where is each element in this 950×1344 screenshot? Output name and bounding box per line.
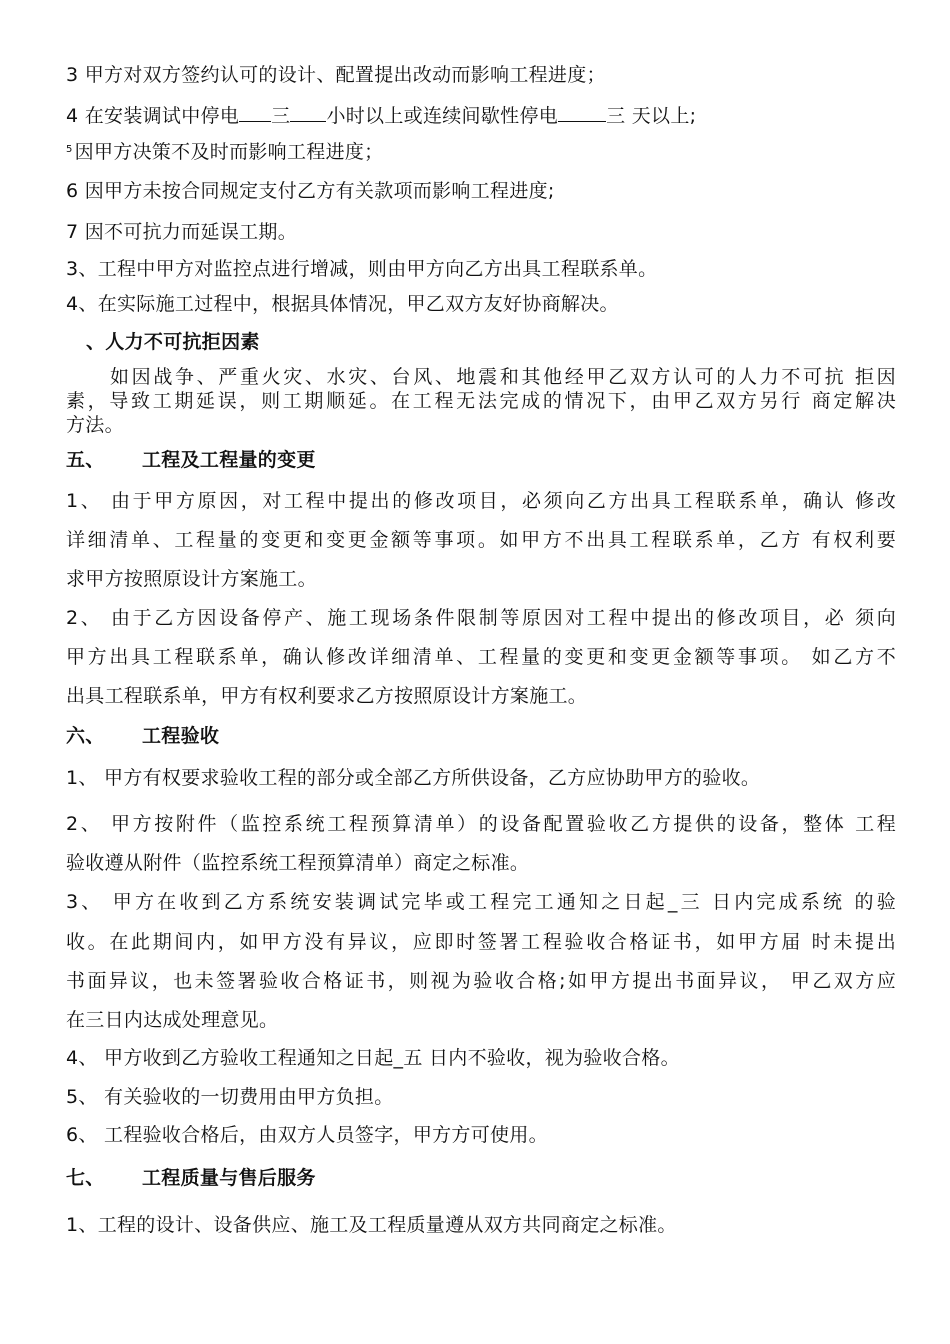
- section-6-item-2-line-1: 2、 甲方按附件（监控系统工程预算清单）的设备配置验收乙方提供的设备，整体 工程: [66, 813, 896, 835]
- clause-line-5: [66, 141, 383, 163]
- clause-line-4-text-c: 小时以上或连续间歇性停电: [326, 105, 559, 127]
- section-5-item-1-line-1: 1、 由于甲方原因，对工程中提出的修改项目，必须向乙方出具工程联系单，确认 修改: [66, 490, 896, 512]
- section-number: 六、: [66, 725, 105, 747]
- section-heading-5: [66, 449, 316, 471]
- section-number: 七、: [66, 1167, 105, 1189]
- section-heading-force-majeure: 、人力不可抗拒因素: [86, 331, 260, 353]
- section-6-item-2-line-2: 验收遵从附件（监控系统工程预算清单）商定之标准。: [66, 852, 530, 874]
- section-6-item-1: 1、 甲方有权要求验收工程的部分或全部乙方所供设备，乙方应协助甲方的验收。: [66, 767, 761, 789]
- section-6-item-3-line-3: 书面异议，也未签署验收合格证书，则视为验收合格;如甲方提出书面异议， 甲乙双方应: [66, 970, 896, 992]
- section-title: 工程及工程量的变更: [142, 449, 316, 471]
- section-6-item-5: 5、 有关验收的一切费用由甲方负担。: [66, 1086, 394, 1108]
- section-heading-6: [66, 725, 219, 747]
- clause-line-3: 3 甲方对双方签约认可的设计、配置提出改动而影响工程进度；: [66, 64, 606, 86]
- clause-line-5-text: 因甲方决策不及时而影响工程进度；: [74, 141, 384, 163]
- section-6-item-3-line-4: 在三日内达成处理意见。: [66, 1009, 279, 1031]
- item-3-monitor-points: 3、工程中甲方对监控点进行增减，则由甲方向乙方出具工程联系单。: [66, 258, 658, 280]
- underline-blank: [558, 103, 606, 122]
- section-heading-7: [66, 1167, 316, 1189]
- section-7-item-1: 1、工程的设计、设备供应、施工及工程质量遵从双方共同商定之标准。: [66, 1214, 677, 1236]
- underline-blank: [290, 103, 326, 122]
- clause-line-4-value-days: 三: [606, 105, 626, 127]
- clause-line-4-text-e: 天以上;: [625, 105, 697, 127]
- section-6-item-3-line-1: 3、 甲方在收到乙方系统安装调试完毕或工程完工通知之日起_三 日内完成系统 的验: [66, 891, 896, 913]
- force-majeure-para-line-3: 方法。: [66, 414, 124, 436]
- section-5-item-1-line-3: 求甲方按照原设计方案施工。: [66, 568, 317, 590]
- clause-line-4-value-hours: 三: [271, 105, 291, 127]
- force-majeure-para-line-2: 素，导致工期延误，则工期顺延。在工程无法完成的情况下，由甲乙双方另行 商定解决: [66, 390, 896, 412]
- section-title: 工程验收: [142, 725, 220, 747]
- clause-line-6: 6 因甲方未按合同规定支付乙方有关款项而影响工程进度;: [66, 180, 555, 202]
- clause-line-4-text-a: 4 在安装调试中停电: [66, 105, 240, 127]
- force-majeure-para-line-1: 如因战争、严重火灾、水灾、台风、地震和其他经甲乙双方认可的人力不可抗 拒因: [110, 366, 896, 388]
- section-6-item-4: 4、 甲方收到乙方验收工程通知之日起_五 日内不验收，视为验收合格。: [66, 1047, 680, 1069]
- section-5-item-2-line-3: 出具工程联系单，甲方有权利要求乙方按照原设计方案施工。: [66, 685, 588, 707]
- section-5-item-2-line-2: 甲方出具工程联系单，确认修改详细清单、工程量的变更和变更金额等事项。 如乙方不: [66, 646, 896, 668]
- section-5-item-2-line-1: 2、 由于乙方因设备停产、施工现场条件限制等原因对工程中提出的修改项目，必 须向: [66, 607, 896, 629]
- underline-blank: [239, 103, 271, 122]
- section-6-item-6: 6、 工程验收合格后，由双方人员签字，甲方方可使用。: [66, 1124, 548, 1146]
- section-6-item-3-line-2: 收。在此期间内，如甲方没有异议，应即时签署工程验收合格证书，如甲方届 时未提出: [66, 931, 896, 953]
- clause-line-4: [66, 103, 696, 127]
- clause-line-7: 7 因不可抗力而延误工期。: [66, 221, 298, 243]
- section-number: 五、: [66, 449, 105, 471]
- item-4-negotiation: 4、在实际施工过程中，根据具体情况，甲乙双方友好协商解决。: [66, 293, 619, 315]
- section-5-item-1-line-2: 详细清单、工程量的变更和变更金额等事项。如甲方不出具工程联系单，乙方 有权利要: [66, 529, 896, 551]
- clause-number-superscript: 5: [66, 144, 73, 155]
- section-title: 工程质量与售后服务: [142, 1167, 316, 1189]
